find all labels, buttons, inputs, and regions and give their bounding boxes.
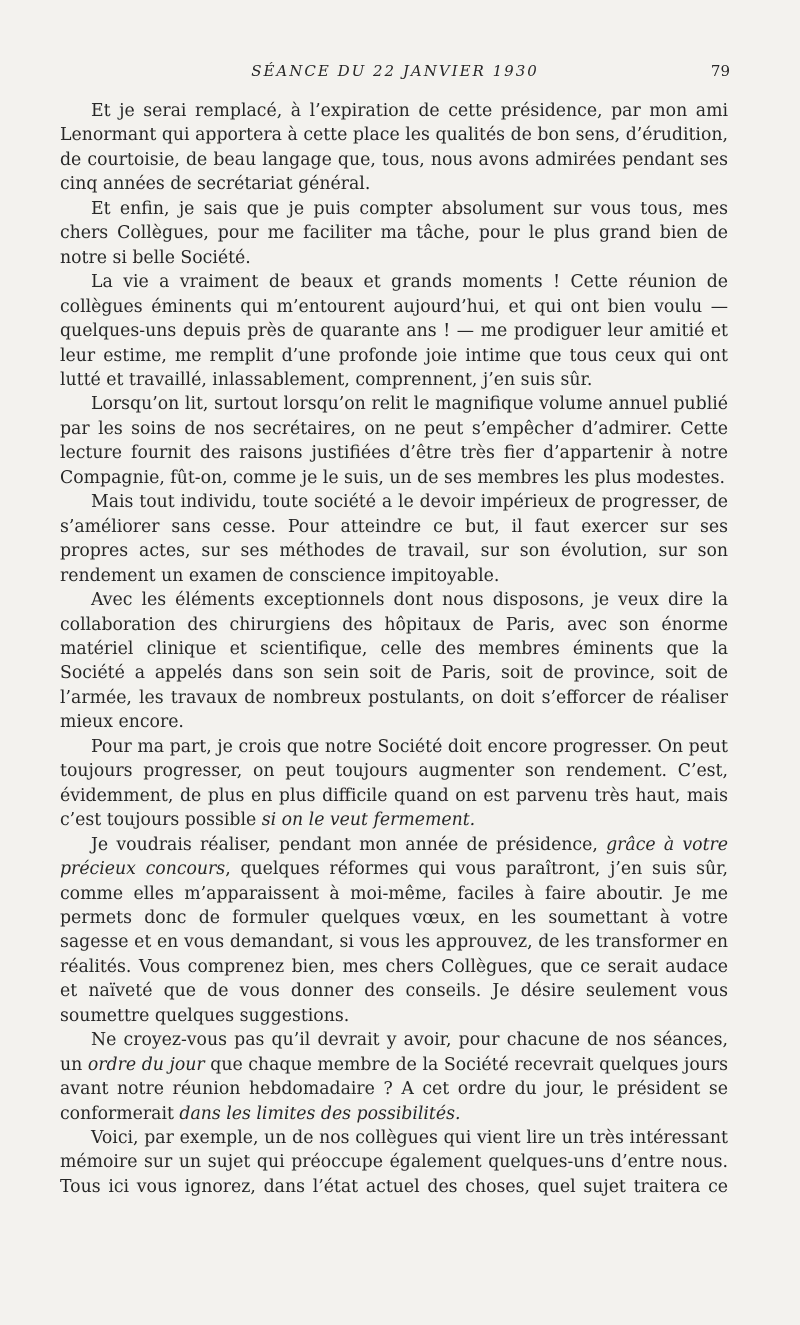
- paragraph: [60, 270, 728, 392]
- text-segment: Voici, par exemple, un de nos collègues qui vient lire un très intéressant mémoire sur un sujet qui préoccupe également quelques-uns d’entre nous. Tous ici vous ignorez, dans l’état actuel des choses, quel sujet traitera ce: [60, 1128, 728, 1197]
- body-text: [60, 99, 728, 1199]
- running-head: SÉANCE DU 22 JANVIER 1930: [251, 62, 539, 80]
- text-segment: Pour ma part, je crois que notre Société doit encore progresser. On peut toujours progresser, on peut toujours augmenter son rendement. C’est, évidemment, de plus en plus difficile quand on est parvenu très haut, mais c’est toujours possible: [60, 736, 728, 831]
- paragraph: [60, 1126, 728, 1199]
- page-number: 79: [710, 62, 730, 80]
- text-segment: Ne croyez-vous pas qu’il devrait y avoir, pour chacune de nos séances, un: [60, 1030, 728, 1075]
- italic-text: dans les limites des possibilités.: [179, 1103, 461, 1124]
- text-segment: Mais tout individu, toute société a le devoir impérieux de progresser, de s’améliorer sans cesse. Pour atteindre ce but, il faut exercer sur ses propres actes, sur ses méthodes de travail, sur son évolution, sur son rendement un examen de conscience impitoyable.: [60, 492, 728, 586]
- page-header: [60, 62, 730, 84]
- paragraph: [60, 588, 728, 735]
- italic-text: grâce à votre précieux concours: [60, 834, 728, 880]
- paragraph: [60, 490, 728, 588]
- paragraph: [60, 99, 728, 197]
- text-segment: Lorsqu’on lit, surtout lorsqu’on relit le magnifique volume annuel publié par les soins de nos secrétaires, on ne peut s’empêcher d’admirer. Cette lecture fournit des raisons justifiées d’être très fier d’appartenir à notre Compagnie, fût-on, comme je le suis, un de ses membres les plus modestes.: [60, 394, 728, 488]
- text-segment: Et je serai remplacé, à l’expiration de cette présidence, par mon ami Lenormant qui apportera à cette place les qualités de bon sens, d’érudition, de courtoisie, de beau langage que, tous, nous avons admirées pendant ses cinq années de secrétariat général.: [60, 101, 728, 195]
- paragraph: [60, 197, 728, 270]
- text-segment: que chaque membre de la Société recevrait quelques jours avant notre réunion hebdomadaire ? A cet ordre du jour, le président se conformerait: [60, 1054, 728, 1124]
- italic-text: ordre du jour: [87, 1054, 205, 1075]
- paragraph: [60, 1028, 728, 1126]
- text-segment: La vie a vraiment de beaux et grands moments ! Cette réunion de collègues éminents qui m’entourent aujourd’hui, et qui ont bien voulu — quelques-uns depuis près de quarante ans ! — me prodiguer leur amitié et leur estime, me remplit d’une profonde joie intime que tous ceux qui ont lutté et travaillé, inlassablement, comprennent, j’en suis sûr.: [60, 272, 728, 390]
- text-segment: Avec les éléments exceptionnels dont nous disposons, je veux dire la collaboration des chirurgiens des hôpitaux de Paris, avec son énorme matériel clinique et scientifique, celle des membres éminents que la Société a appelés dans son sein soit de Paris, soit de province, soit de l’armée, les travaux de nombreux postulants, on doit s’efforcer de réaliser mieux encore.: [60, 590, 728, 733]
- text-segment: Et enfin, je sais que je puis compter absolument sur vous tous, mes chers Collègues, pour me faciliter ma tâche, pour le plus grand bien de notre si belle Société.: [60, 198, 728, 268]
- text-segment: , quelques réformes qui vous paraîtront, j’en suis sûr, comme elles m’apparaissent à moi-même, faciles à faire aboutir. Je me permets donc de formuler quelques vœux, en les soumettant à votre sagesse et en vous demandant, si vous les approuvez, de les transformer en réalités. Vous comprenez bien, mes chers Collègues, que ce serait audace et naïveté que de vous donner des conseils. Je désire seulement vous soumettre quelques suggestions.: [60, 859, 728, 1026]
- italic-text: si on le veut fermement.: [261, 810, 476, 831]
- paragraph: [60, 735, 728, 833]
- paragraph: [60, 833, 728, 1029]
- text-segment: Je voudrais réaliser, pendant mon année de présidence,: [91, 834, 607, 855]
- paragraph: [60, 392, 728, 490]
